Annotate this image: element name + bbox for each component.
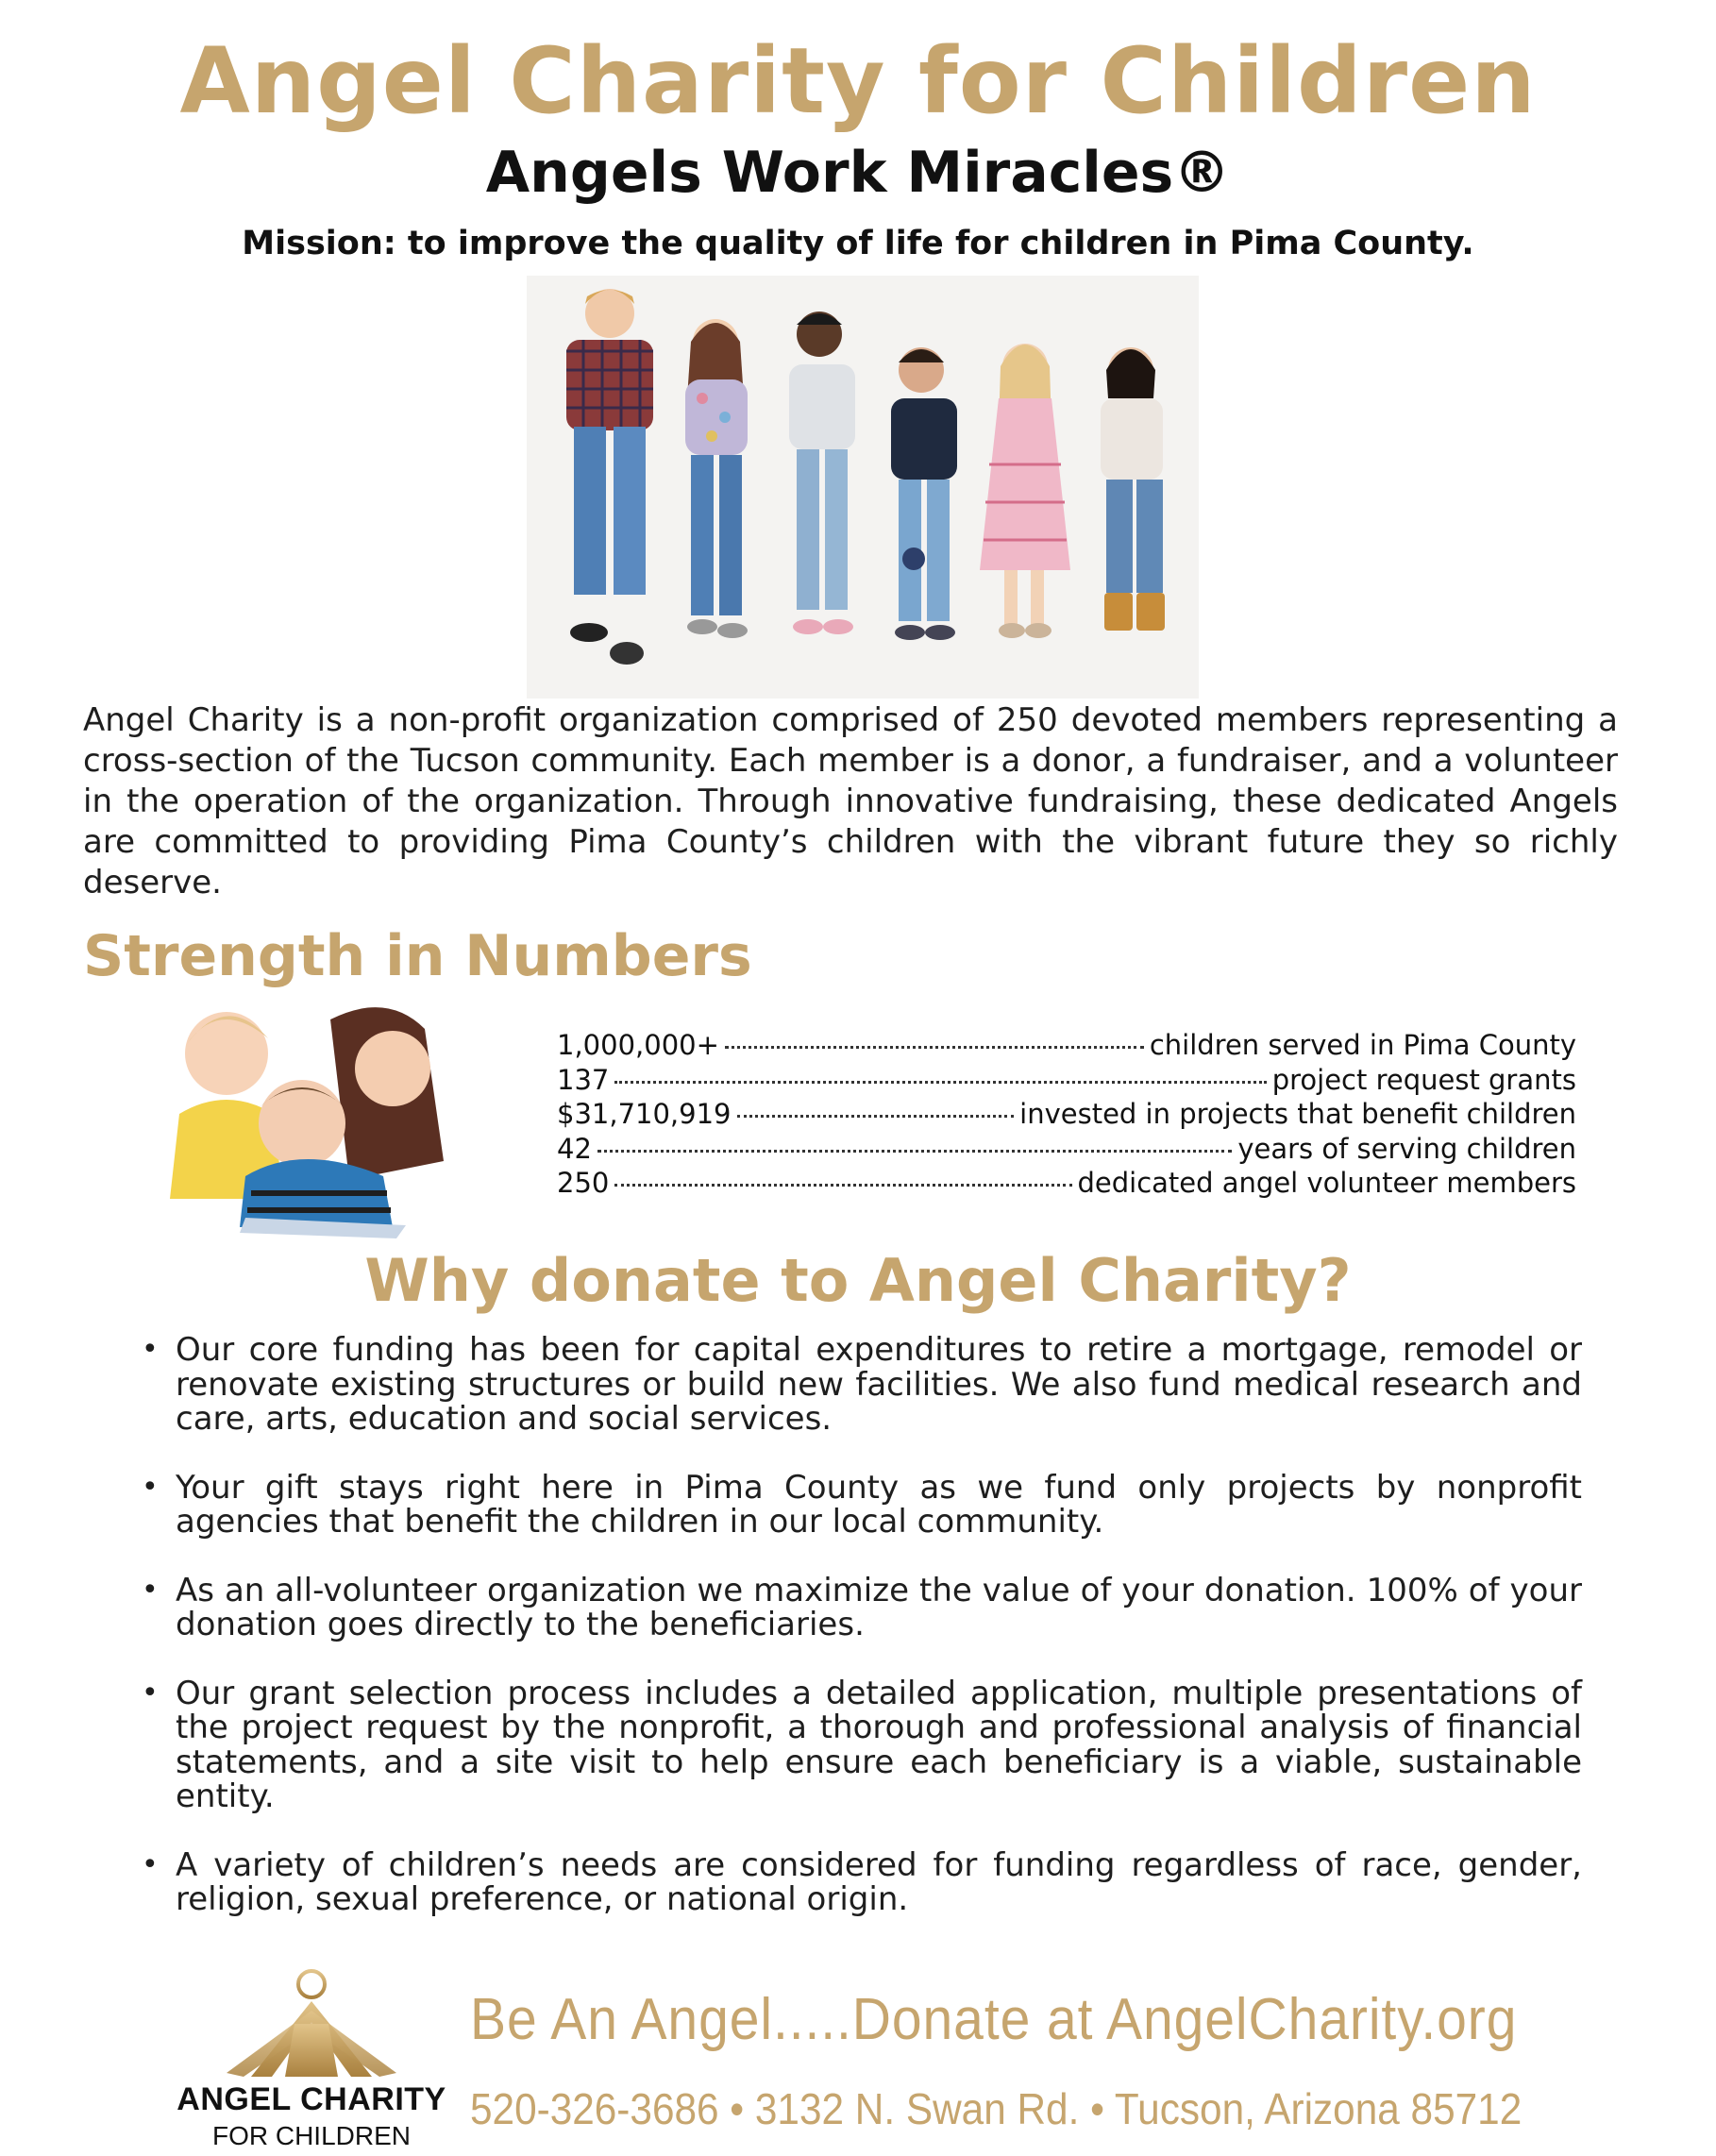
stat-value: 250 [557,1167,610,1199]
reason-text: Our grant selection process includes a detailed application, multiple presentations of the project request by the nonprofit, a thorough and professional analysis of financial statements, and a site visit to help ensure each beneficiary is a viable, sustainable entity. [176,1674,1582,1815]
strength-heading: Strength in Numbers [83,923,752,989]
intro-paragraph: Angel Charity is a non-profit organization comprised of 250 devoted members representing a cross-section of the Tucson community. Each member is a donor, a fundraiser, and a volunteer in the operation of the organization. Through innovative fundraising, these dedicated Angels are committed to providing Pima County’s children with the vibrant future they so richly deserve. [83,701,1618,901]
logo-subtitle: FOR CHILDREN [211,2121,411,2150]
contact-info: 520-326-3686 • 3132 N. Swan Rd. • Tucson, Arizona 85712 [470,2084,1523,2133]
page-title: Angel Charity for Children [179,28,1537,134]
stat-row [557,1098,1576,1133]
tagline: Angels Work Miracles® [485,140,1231,206]
stat-row [557,1133,1576,1168]
stat-label: years of serving children [1237,1132,1576,1165]
list-item [142,1676,1582,1814]
bullet-dot: • [142,1470,159,1504]
logo-name: ANGEL CHARITY [177,2081,446,2117]
list-item [142,1571,1582,1643]
stat-label: dedicated angel volunteer members [1077,1167,1576,1199]
stat-row [557,1064,1576,1099]
dot-leader [725,1046,1144,1049]
bullet-dot: • [142,1333,159,1366]
dot-leader [614,1081,1266,1084]
stat-label: children served in Pima County [1149,1029,1576,1061]
bullet-dot: • [142,1847,159,1881]
stat-value: 42 [557,1132,592,1165]
donate-call-to-action: Be An Angel.....Donate at AngelCharity.org [470,1987,1518,2052]
stat-row [557,1167,1576,1202]
stat-row [557,1029,1576,1064]
reason-text: As an all-volunteer organization we maximize the value of your donation. 100% of your donation goes directly to the beneficiaries. [176,1571,1582,1643]
stat-label: project request grants [1271,1063,1576,1096]
reason-text: Your gift stays right here in Pima County as we fund only projects by nonprofit agencies that benefit the children in our local community. [176,1468,1582,1541]
stats-list [557,1029,1576,1202]
bullet-dot: • [142,1676,159,1710]
stat-value: 1,000,000+ [557,1029,719,1061]
dot-leader [614,1184,1071,1187]
reason-text: Our core funding has been for capital expenditures to retire a mortgage, remodel or renovate existing structures or build new facilities. We also fund medical research and care, arts, education and social services. [176,1331,1582,1438]
stat-label: invested in projects that benefit children [1019,1098,1576,1130]
why-donate-heading: Why donate to Angel Charity? [364,1246,1352,1315]
reason-text: A variety of children’s needs are considered for funding regardless of race, gender, religion, sexual preference, or national origin. [176,1845,1582,1918]
reasons-list [142,1333,1582,1951]
mission-statement: Mission: to improve the quality of life for children in Pima County. [242,225,1474,262]
dot-leader [597,1150,1232,1153]
children-group-photo [527,276,1199,699]
bullet-dot: • [142,1573,159,1607]
list-item [142,1333,1582,1437]
kids-reading-photo [160,991,500,1238]
list-item [142,1468,1582,1541]
list-item [142,1845,1582,1918]
stat-value: 137 [557,1063,610,1096]
stat-value: $31,710,919 [557,1098,732,1130]
dot-leader [737,1115,1015,1118]
